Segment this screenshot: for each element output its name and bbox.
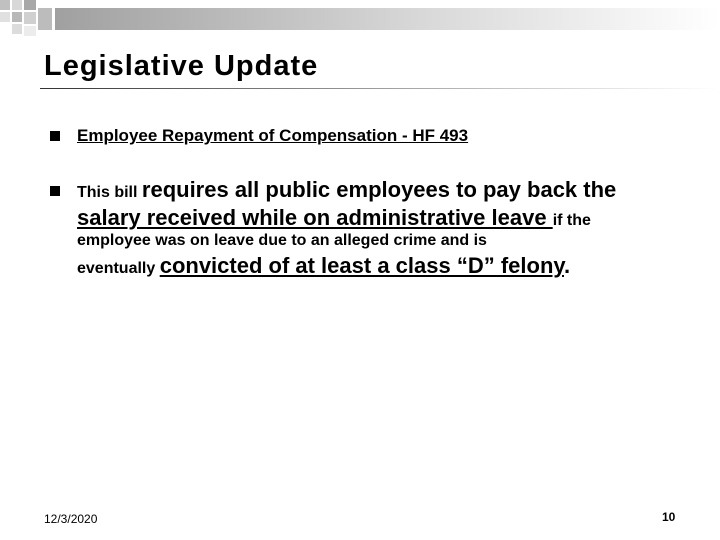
title-underline-rule	[40, 88, 720, 89]
footer-date: 12/3/2020	[44, 512, 98, 526]
text-segment: eventually	[77, 260, 160, 277]
underlined-text-segment: salary received while on administrative leave	[77, 205, 553, 230]
square-bullet-icon	[50, 186, 60, 196]
bullet-heading: Employee Repayment of Compensation - HF 493	[77, 126, 469, 145]
decorative-header-pattern	[0, 0, 720, 40]
bullet-paragraph	[77, 179, 697, 277]
text-segment: This bill	[77, 184, 142, 201]
page-number: 10	[662, 510, 676, 524]
text-segment: if the	[552, 212, 591, 229]
square-bullet-icon	[50, 131, 60, 141]
underlined-text-segment: convicted of at least a class “D” felony	[159, 253, 564, 278]
slide-title: Legislative Update	[44, 50, 319, 82]
text-segment: requires all public employees to pay back the	[141, 177, 617, 202]
text-segment: employee was on leave due to an alleged crime and is	[77, 232, 487, 249]
text-segment: .	[564, 253, 571, 278]
